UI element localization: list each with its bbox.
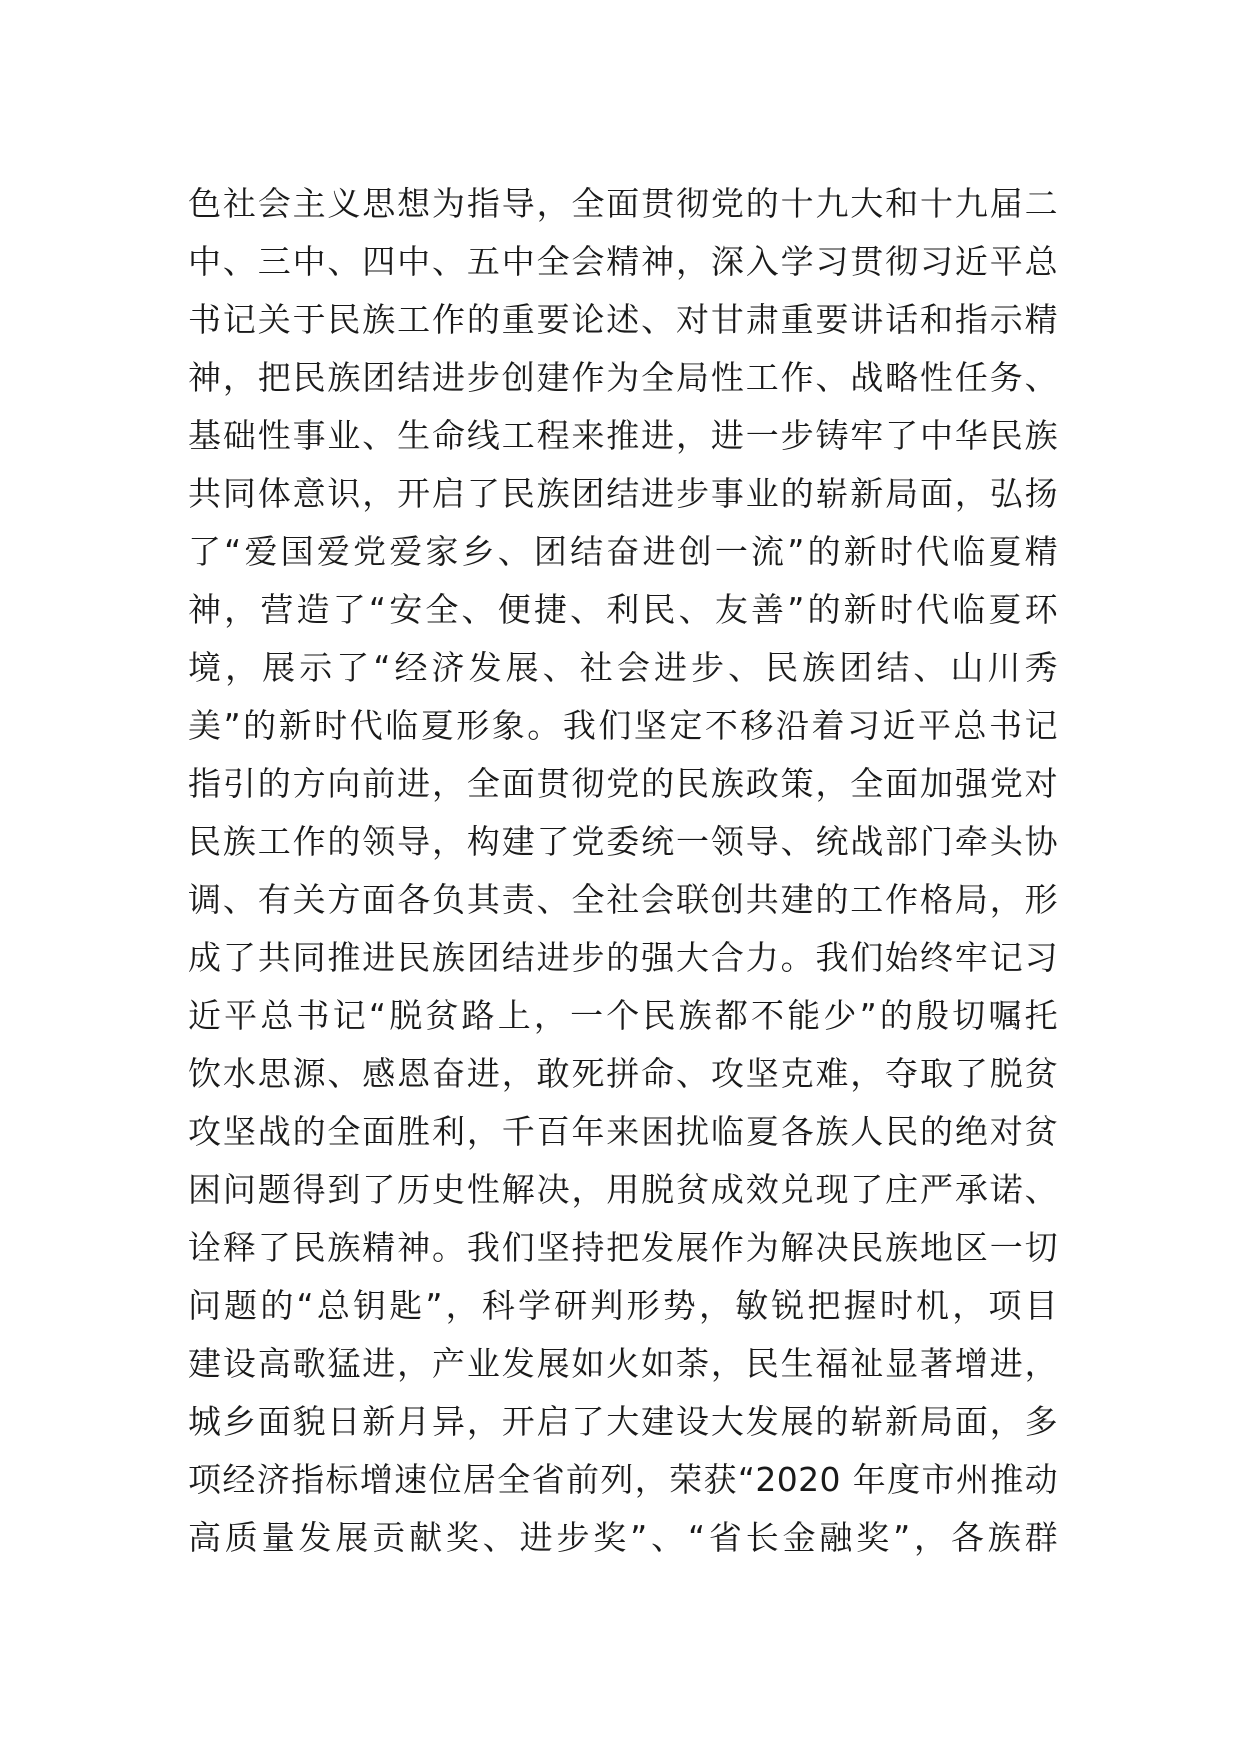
- text-line: 共同体意识，开启了民族团结进步事业的崭新局面，弘扬: [188, 474, 1058, 513]
- text-line: 神，把民族团结进步创建作为全局性工作、战略性任务、: [188, 358, 1058, 397]
- text-line: 饮水思源、感恩奋进，敢死拼命、攻坚克难，夺取了脱贫: [188, 1054, 1058, 1093]
- text-line: 近平总书记“脱贫路上，一个民族都不能少”的殷切嘱托: [188, 996, 1058, 1035]
- text-line: 建设高歌猛进，产业发展如火如荼，民生福祉显著增进，: [188, 1344, 1058, 1383]
- text-line: 境，展示了“经济发展、社会进步、民族团结、山川秀: [188, 648, 1058, 687]
- text-line: 中、三中、四中、五中全会精神，深入学习贯彻习近平总: [188, 242, 1058, 281]
- text-line: 困问题得到了历史性解决，用脱贫成效兑现了庄严承诺、: [188, 1170, 1058, 1209]
- text-line: 色社会主义思想为指导，全面贯彻党的十九大和十九届二: [188, 184, 1058, 223]
- text-line: 基础性事业、生命线工程来推进，进一步铸牢了中华民族: [188, 416, 1058, 455]
- text-line: 问题的“总钥匙”，科学研判形势，敏锐把握时机，项目: [188, 1286, 1058, 1325]
- text-line: 指引的方向前进，全面贯彻党的民族政策，全面加强党对: [188, 764, 1058, 803]
- text-line: 高质量发展贡献奖、进步奖”、“省长金融奖”，各族群: [188, 1518, 1058, 1557]
- text-line: 城乡面貌日新月异，开启了大建设大发展的崭新局面，多: [188, 1402, 1058, 1441]
- text-line: 攻坚战的全面胜利，千百年来困扰临夏各族人民的绝对贫: [188, 1112, 1058, 1151]
- text-line: 项经济指标增速位居全省前列，荣获“2020 年度市州推动: [188, 1460, 1058, 1499]
- text-line: 了“爱国爱党爱家乡、团结奋进创一流”的新时代临夏精: [188, 532, 1058, 571]
- text-line: 诠释了民族精神。我们坚持把发展作为解决民族地区一切: [188, 1228, 1058, 1267]
- body-text: [188, 175, 1058, 1567]
- text-line: 书记关于民族工作的重要论述、对甘肃重要讲话和指示精: [188, 300, 1058, 339]
- text-line: 成了共同推进民族团结进步的强大合力。我们始终牢记习: [188, 938, 1058, 977]
- text-line: 民族工作的领导，构建了党委统一领导、统战部门牵头协: [188, 822, 1058, 861]
- text-line: 神，营造了“安全、便捷、利民、友善”的新时代临夏环: [188, 590, 1058, 629]
- text-line: 调、有关方面各负其责、全社会联创共建的工作格局，形: [188, 880, 1058, 919]
- text-line: 美”的新时代临夏形象。我们坚定不移沿着习近平总书记: [188, 706, 1058, 745]
